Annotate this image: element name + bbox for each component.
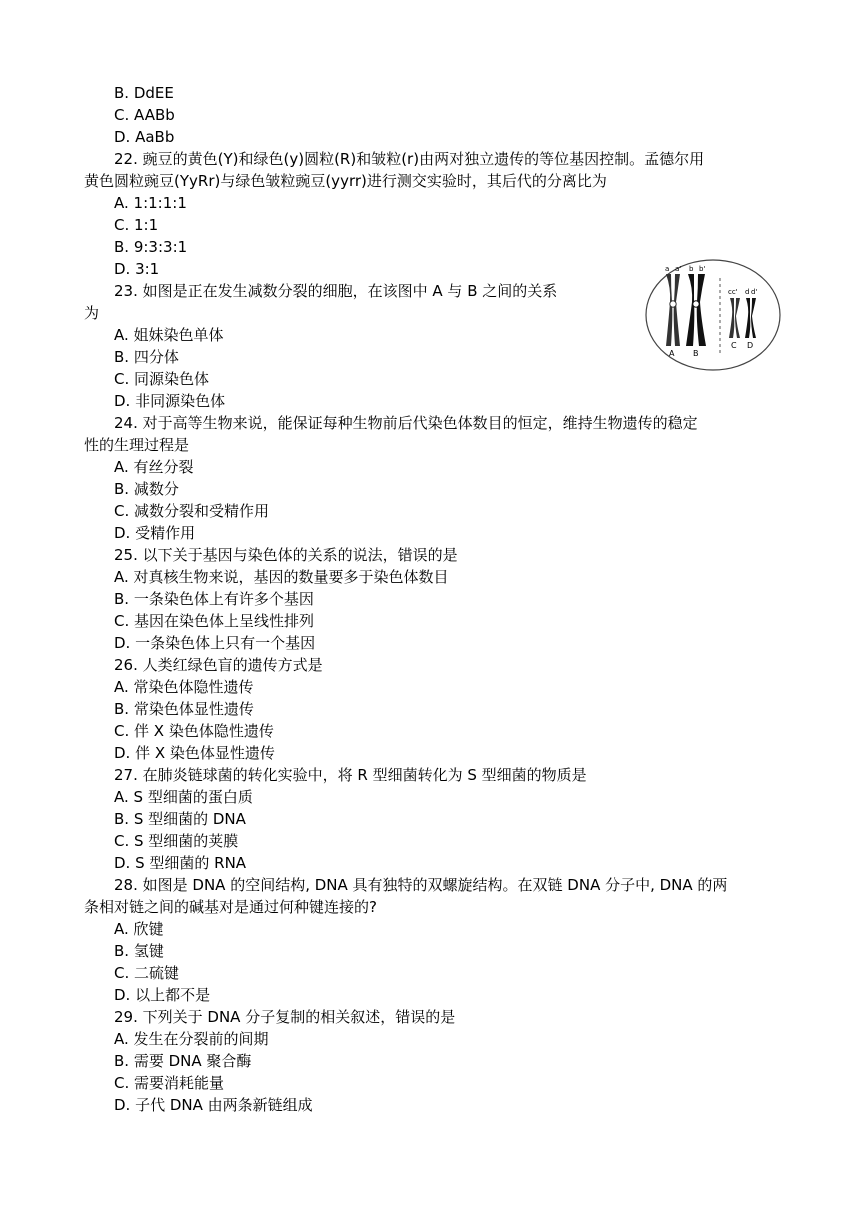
label-B: B [693, 349, 699, 358]
question-22-cont: 黄色圆粒豌豆(YyRr)与绿色皱粒豌豆(yyrr)进行测交实验时，其后代的分离比为 [84, 172, 607, 190]
option-line: B. S 型细菌的 DNA [114, 810, 246, 828]
label-C: C [731, 341, 737, 350]
question-22: 22. 豌豆的黄色(Y)和绿色(y)圆粒(R)和皱粒(r)由两对独立遗传的等位基因控制。孟德尔用 [114, 150, 705, 168]
option-line: B. 一条染色体上有许多个基因 [114, 590, 314, 608]
option-line: A. 发生在分裂前的间期 [114, 1030, 269, 1048]
meiosis-cell-figure [644, 258, 782, 372]
option-line: D. AaBb [114, 128, 175, 146]
option-line: C. 1:1 [114, 216, 159, 234]
option-line: D. 3:1 [114, 260, 160, 278]
question-28: 28. 如图是 DNA 的空间结构, DNA 具有独特的双螺旋结构。在双链 DNA 分子中, DNA 的两 [114, 876, 728, 894]
option-line: D. 非同源染色体 [114, 392, 226, 410]
question-26: 26. 人类红绿色盲的遗传方式是 [114, 656, 323, 674]
option-line: A. 1:1:1:1 [114, 194, 187, 212]
option-line: D. 子代 DNA 由两条新链组成 [114, 1096, 313, 1114]
option-line: B. 减数分 [114, 480, 179, 498]
label-d: d [745, 288, 750, 296]
question-23: 23. 如图是正在发生减数分裂的细胞，在该图中 A 与 B 之间的关系 [114, 282, 558, 300]
option-line: B. 氢键 [114, 942, 164, 960]
question-27: 27. 在肺炎链球菌的转化实验中，将 R 型细菌转化为 S 型细菌的物质是 [114, 766, 587, 784]
label-D: D [747, 341, 754, 350]
option-line: D. S 型细菌的 RNA [114, 854, 247, 872]
option-line: C. 同源染色体 [114, 370, 210, 388]
label-a: a [665, 265, 670, 273]
option-line: A. 对真核生物来说，基因的数量要多于染色体数目 [114, 568, 449, 586]
option-line: B. 9:3:3:1 [114, 238, 188, 256]
label-cc-prime: cc' [728, 288, 738, 296]
option-line: D. 以上都不是 [114, 986, 211, 1004]
question-29: 29. 下列关于 DNA 分子复制的相关叙述，错误的是 [114, 1008, 456, 1026]
option-line: C. AABb [114, 106, 175, 124]
option-line: C. S 型细菌的荚膜 [114, 832, 239, 850]
option-line: A. 姐妹染色单体 [114, 326, 224, 344]
option-line: B. DdEE [114, 84, 174, 102]
option-line: B. 需要 DNA 聚合酶 [114, 1052, 252, 1070]
option-line: D. 受精作用 [114, 524, 196, 542]
option-line: C. 伴 X 染色体隐性遗传 [114, 722, 274, 740]
question-24: 24. 对于高等生物来说，能保证每种生物前后代染色体数目的恒定，维持生物遗传的稳定 [114, 414, 698, 432]
label-A: A [669, 349, 675, 358]
option-line: A. 常染色体隐性遗传 [114, 678, 254, 696]
label-d-prime: d' [751, 288, 758, 296]
option-line: A. 有丝分裂 [114, 458, 194, 476]
option-line: D. 一条染色体上只有一个基因 [114, 634, 316, 652]
label-b: b [689, 265, 694, 273]
option-line: B. 常染色体显性遗传 [114, 700, 254, 718]
question-24-cont: 性的生理过程是 [84, 436, 190, 454]
option-line: C. 需要消耗能量 [114, 1074, 225, 1092]
option-line: C. 减数分裂和受精作用 [114, 502, 270, 520]
label-b-prime: b' [699, 265, 706, 273]
question-23-cont: 为 [84, 304, 100, 322]
label-a-prime: a' [675, 265, 682, 273]
option-line: C. 基因在染色体上呈线性排列 [114, 612, 315, 630]
question-28-cont: 条相对链之间的碱基对是通过何种键连接的? [84, 898, 377, 916]
option-line: C. 二硫键 [114, 964, 180, 982]
option-line: B. 四分体 [114, 348, 179, 366]
option-line: A. S 型细菌的蛋白质 [114, 788, 253, 806]
question-25: 25. 以下关于基因与染色体的关系的说法，错误的是 [114, 546, 458, 564]
option-line: A. 欣键 [114, 920, 164, 938]
option-line: D. 伴 X 染色体显性遗传 [114, 744, 275, 762]
